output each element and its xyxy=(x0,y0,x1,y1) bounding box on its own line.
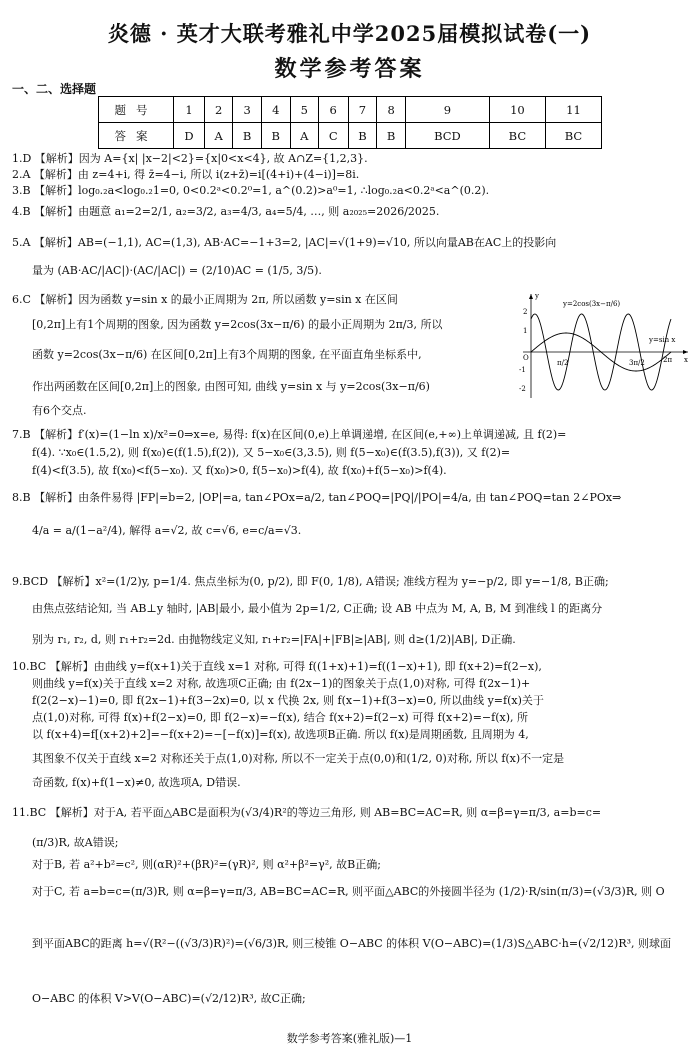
table-cell: BC xyxy=(545,123,601,149)
solution-q10-line3: f(2(2−x)−1)=0, 即 f(2x−1)+f(3−2x)=0, 以 x 代换 2x, 则 f(x−1)+f(3−x)=0, 所以曲线 y=f(x)关于 xyxy=(32,694,544,707)
solution-q11-line2: (π/3)R, 故A错误; xyxy=(32,836,119,849)
solution-q10-line6: 其图象不仅关于直线 x=2 对称还关于点(1,0)对称, 所以不一定关于点(0,0)和(1/2, 0)对称, 所以 f(x)不一定是 xyxy=(32,752,565,765)
solution-q11-line1: 11.BC 【解析】对于A, 若平面△ABC是面积为(√3/4)R²的等边三角形, 则 AB=BC=AC=R, 则 α=β=γ=π/3, a=b=c= xyxy=(12,806,602,819)
table-cell: 2 xyxy=(205,97,233,123)
solution-q9-line3: 别为 r₁, r₂, d, 则 r₁+r₂=2d. 由抛物线定义知, r₁+r₂=|FA|+|FB|≥|AB|, 则 d≥(1/2)|AB|, D正确. xyxy=(32,633,516,646)
table-cell: A xyxy=(290,123,318,149)
solution-q5-line2: 量为 (AB·AC/|AC|)·(AC/|AC|) = (2/10)AC = (1/5, 3/5). xyxy=(32,264,322,277)
table-cell: B xyxy=(233,123,262,149)
y-tick-label: -2 xyxy=(519,385,526,393)
solution-q11-line5: 到平面ABC的距离 h=√(R²−((√3/3)R)²)=(√6/3)R, 则三棱锥 O−ABC 的体积 V(O−ABC)=(1/3)S△ABC·h=(√2/12)R³, 则球面 xyxy=(32,937,672,950)
table-cell: 9 xyxy=(405,97,489,123)
answer-table-number-row xyxy=(99,97,602,123)
y-axis-label: y xyxy=(535,292,539,300)
table-cell: 6 xyxy=(318,97,348,123)
solution-q9-line1: 9.BCD 【解析】x²=(1/2)y, p=1/4. 焦点坐标为(0, p/2), 即 F(0, 1/8), A错误; 准线方程为 y=−p/2, 即 y=−1/8, B正确; xyxy=(12,575,609,588)
solution-q11-line3: 对于B, 若 a²+b²=c², 则(αR)²+(βR)²=(γR)², 则 α²+β²=γ², 故B正确; xyxy=(32,858,381,871)
table-cell: 1 xyxy=(174,97,205,123)
solution-q7-line2: f(4). ∵x₀∈(1.5,2), 则 f(x₀)∈(f(1.5),f(2)), 又 5−x₀∈(3,3.5), 则 f(5−x₀)∈(f(3.5),f(3)), 又 f(2)= xyxy=(32,446,511,459)
solution-q6-line1: 6.C 【解析】因为函数 y=sin x 的最小正周期为 2π, 所以函数 y=sin x 在区间 xyxy=(12,293,398,306)
table-cell: BCD xyxy=(405,123,489,149)
solution-q8-line1: 8.B 【解析】由条件易得 |FP|=b=2, |OP|=a, tan∠POx=a/2, tan∠POQ=|PQ|/|PO|=4/a, 由 tan∠POQ=tan 2∠POx⇒ xyxy=(12,491,622,504)
table-cell: B xyxy=(261,123,290,149)
table-cell: 5 xyxy=(290,97,318,123)
x-axis-arrow-icon xyxy=(683,350,688,354)
table-cell: 4 xyxy=(261,97,290,123)
section-heading: 一、二、选择题 xyxy=(12,82,97,96)
row-label-number: 题号 xyxy=(99,97,174,123)
x-tick-2pi: 2π xyxy=(663,356,673,364)
solution-q2: 2.A 【解析】由 z=4+i, 得 z̄=4−i, 所以 i(z+z̄)=i[(4+i)+(4−i)]=8i. xyxy=(12,168,360,181)
solution-q10-line5: 以 f(x+4)=f[(x+2)+2]=−f(x+2)=−[−f(x)]=f(x), 故选项B正确. 所以 f(x)是周期函数, 且周期为 4, xyxy=(32,728,529,741)
solution-q4: 4.B 【解析】由题意 a₁=2=2/1, a₂=3/2, a₃=4/3, a₄=5/4, …, 则 a₂₀₂₅=2026/2025. xyxy=(12,205,440,218)
solution-q11-line6: O−ABC 的体积 V>V(O−ABC)=(√2/12)R³, 故C正确; xyxy=(32,992,306,1005)
origin-label: O xyxy=(523,354,529,362)
solution-q1: 1.D 【解析】因为 A={x| |x−2|<2}={x|0<x<4}, 故 A∩Z={1,2,3}. xyxy=(12,152,368,165)
solution-q7-line1: 7.B 【解析】f′(x)=(1−ln x)/x²=0⇒x=e, 易得: f(x)在区间(0,e)上单调递增, 在区间(e,+∞)上单调递减, 且 f(2)= xyxy=(12,428,567,441)
x-axis-label: x xyxy=(684,356,688,364)
x-tick-3pi-over-2: 3π/2 xyxy=(629,359,645,367)
table-cell: A xyxy=(205,123,233,149)
y-axis-arrow-icon xyxy=(529,294,533,299)
table-cell: D xyxy=(174,123,205,149)
solution-q6-line3: 函数 y=2cos(3x−π/6) 在区间[0,2π]上有3个周期的图象, 在平面直角坐标系中, xyxy=(32,348,422,361)
solution-q6-line5: 有6个交点. xyxy=(32,404,87,417)
solution-q3: 3.B 【解析】log₀.₂a<log₀.₂1=0, 0<0.2ᵃ<0.2⁰=1, a^(0.2)>a⁰=1, ∴log₀.₂a<0.2ᵃ<a^(0.2). xyxy=(12,184,490,197)
solution-q10-line2: 则曲线 y=f(x)关于直线 x=2 对称, 故选项C正确; 由 f(2x−1)的图象关于点(1,0)对称, 可得 f(2x−1)+ xyxy=(32,677,531,690)
table-cell: C xyxy=(318,123,348,149)
document-title: 数学参考答案 xyxy=(274,56,425,82)
solution-q7-line3: f(4)<f(3.5), 故 f(x₀)<f(5−x₀). 又 f(x₀)>0, f(5−x₀)>f(4), 故 f(x₀)+f(5−x₀)>f(4). xyxy=(32,464,447,477)
table-cell: 10 xyxy=(489,97,545,123)
table-cell: B xyxy=(348,123,377,149)
solution-q5-line1: 5.A 【解析】AB=(−1,1), AC=(1,3), AB·AC=−1+3=2, |AC|=√(1+9)=√10, 所以向量AB在AC上的投影向 xyxy=(12,236,557,249)
y-tick-label: 2 xyxy=(523,308,528,316)
table-cell: 11 xyxy=(545,97,601,123)
y-tick-label: -1 xyxy=(519,366,526,374)
sin-curve-label: y=sin x xyxy=(649,336,676,344)
solution-q6-line4: 作出两函数在区间[0,2π]上的图象, 由图可知, 曲线 y=sin x 与 y=2cos(3x−π/6) xyxy=(32,380,430,393)
table-cell: 8 xyxy=(377,97,406,123)
y-tick-label: 1 xyxy=(523,327,528,335)
solution-q9-line2: 由焦点弦结论知, 当 AB⊥y 轴时, |AB|最小, 最小值为 2p=1/2, C正确; 设 AB 中点为 M, A, B, M 到准线 l 的距离分 xyxy=(32,602,603,615)
solution-q6-line2: [0,2π]上有1个周期的图象, 因为函数 y=2cos(3x−π/6) 的最小正周期为 2π/3, 所以 xyxy=(32,318,443,331)
page-footer: 数学参考答案(雅礼版)—1 xyxy=(286,1032,413,1045)
table-cell: B xyxy=(377,123,406,149)
table-cell: 7 xyxy=(348,97,377,123)
table-cell: BC xyxy=(489,123,545,149)
q6-function-graph xyxy=(513,290,693,402)
solution-q10-line1: 10.BC 【解析】由曲线 y=f(x+1)关于直线 x=1 对称, 可得 f((1+x)+1)=f((1−x)+1), 即 f(x+2)=f(2−x), xyxy=(12,660,542,673)
answer-table xyxy=(98,96,602,149)
solution-q11-line4: 对于C, 若 a=b=c=(π/3)R, 则 α=β=γ=π/3, AB=BC=AC=R, 则平面△ABC的外接圆半径为 (1/2)·R/sin(π/3)=(√3/3)R, 则 O xyxy=(32,885,665,898)
exam-title: 炎德 · 英才大联考雅礼中学2025届模拟试卷(一) xyxy=(107,21,592,46)
solution-q10-line4: 点(1,0)对称, 可得 f(x)+f(2−x)=0, 即 f(2−x)=−f(x), 结合 f(x+2)=f(2−x) 可得 f(x+2)=−f(x), 所 xyxy=(32,711,528,724)
answer-table-answer-row xyxy=(99,123,602,149)
solution-q10-line7: 奇函数, f(x)+f(1−x)≠0, 故选项A, D错误. xyxy=(32,776,241,789)
cos-curve-label: y=2cos(3x−π/6) xyxy=(563,300,621,308)
solution-q8-line2: 4/a = a/(1−a²/4), 解得 a=√2, 故 c=√6, e=c/a=√3. xyxy=(32,524,302,537)
table-cell: 3 xyxy=(233,97,262,123)
x-tick-pi-over-2: π/2 xyxy=(557,359,569,367)
row-label-answer: 答案 xyxy=(99,123,174,149)
